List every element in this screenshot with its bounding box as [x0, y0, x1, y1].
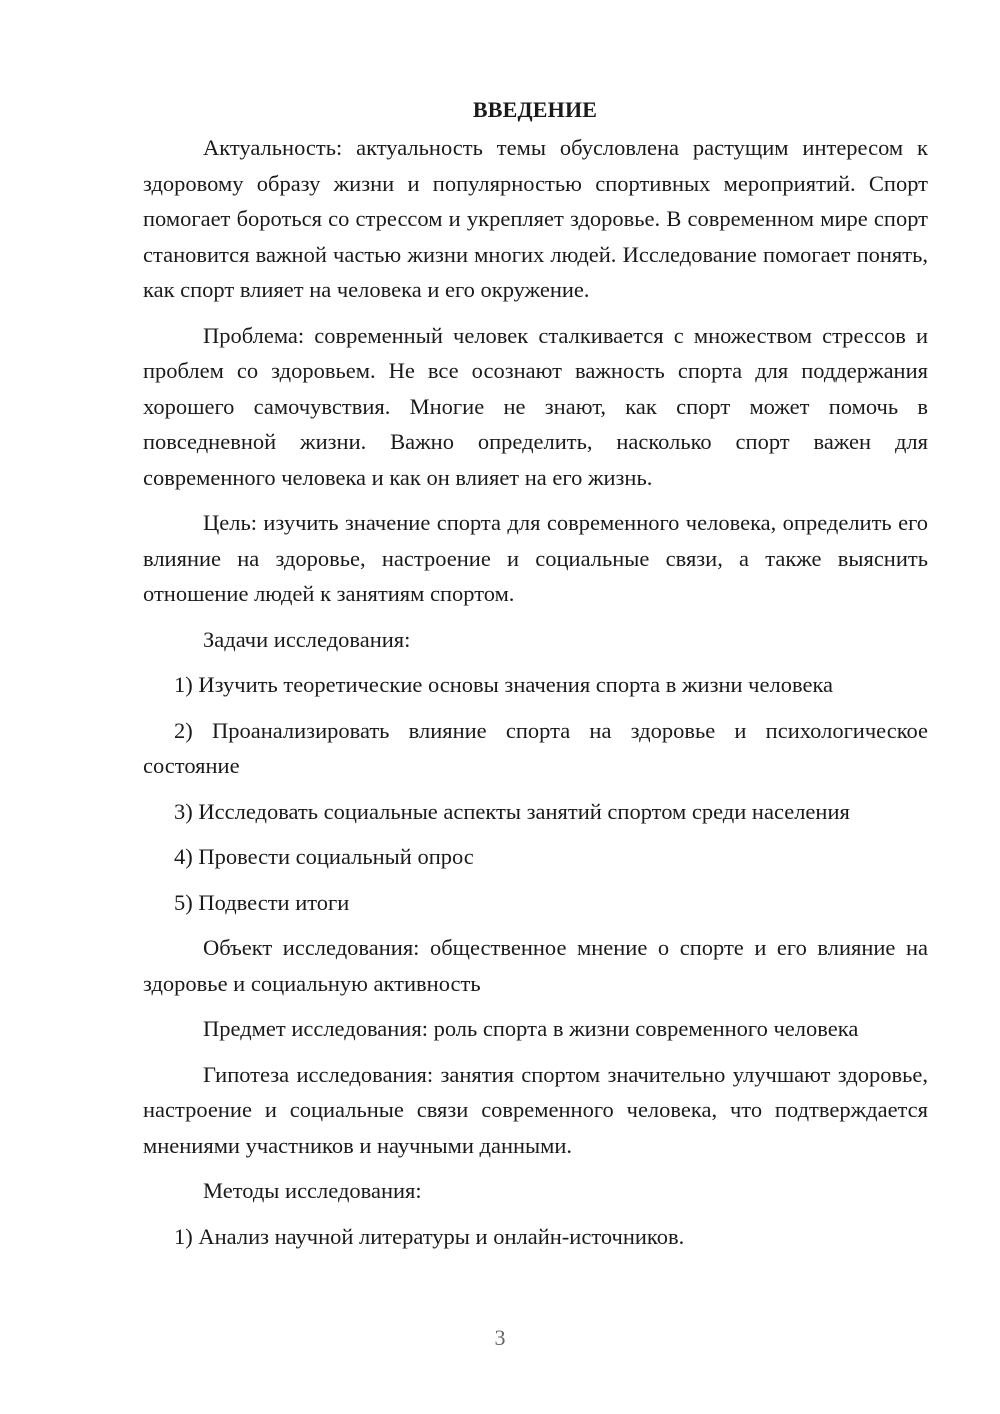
section-title: ВВЕДЕНИЕ [472, 97, 598, 122]
task-item-4: 4) Провести социальный опрос [174, 844, 474, 869]
methods-heading: Методы исследования: [203, 1178, 422, 1203]
page-number: 3 [494, 1325, 506, 1350]
task-item-3: 3) Исследовать социальные аспекты занятий спортом среди населения [174, 798, 850, 824]
page-content [143, 90, 928, 1264]
problem-paragraph: Проблема: современный человек сталкивается с множеством стрессов и проблем со здоровьем. Не все осознают важность спорта для поддержания хорошего самочувствия. Многие не знают, как спорт может помочь в повседневной жизни. Важно определить, насколько спорт важен для современного человека и как он влияет на его жизнь. [143, 322, 928, 490]
object-paragraph: Объект исследования: общественное мнение о спорте и его влияние на здоровье и социальную активность [143, 935, 928, 996]
task-item-2: 2) Проанализировать влияние спорта на здоровье и психологическое состояние [143, 717, 928, 778]
task-item-5: 5) Подвести итоги [174, 889, 350, 915]
relevance-paragraph: Актуальность: актуальность темы обусловлена растущим интересом к здоровому образу жизни и популярностью спортивных мероприятий. Спорт помогает бороться со стрессом и укрепляет здоровье. В современном мире спорт становится важной частью жизни многих людей. Исследование помогает понять, как спорт влияет на человека и его окружение. [143, 135, 928, 302]
subject-paragraph: Предмет исследования: роль спорта в жизни современного человека [203, 1016, 859, 1041]
goal-paragraph: Цель: изучить значение спорта для современного человека, определить его влияние на здоровье, настроение и социальные связи, а также выяснить отношение людей к занятиям спортом. [143, 510, 928, 606]
tasks-heading: Задачи исследования: [203, 626, 411, 652]
method-item-1: 1) Анализ научной литературы и онлайн-источников. [174, 1223, 685, 1249]
hypothesis-paragraph: Гипотеза исследования: занятия спортом значительно улучшают здоровье, настроение и социальные связи современного человека, что подтверждается мнениями участников и научными данными. [143, 1061, 928, 1158]
task-item-1: 1) Изучить теоретические основы значения спорта в жизни человека [174, 672, 834, 697]
